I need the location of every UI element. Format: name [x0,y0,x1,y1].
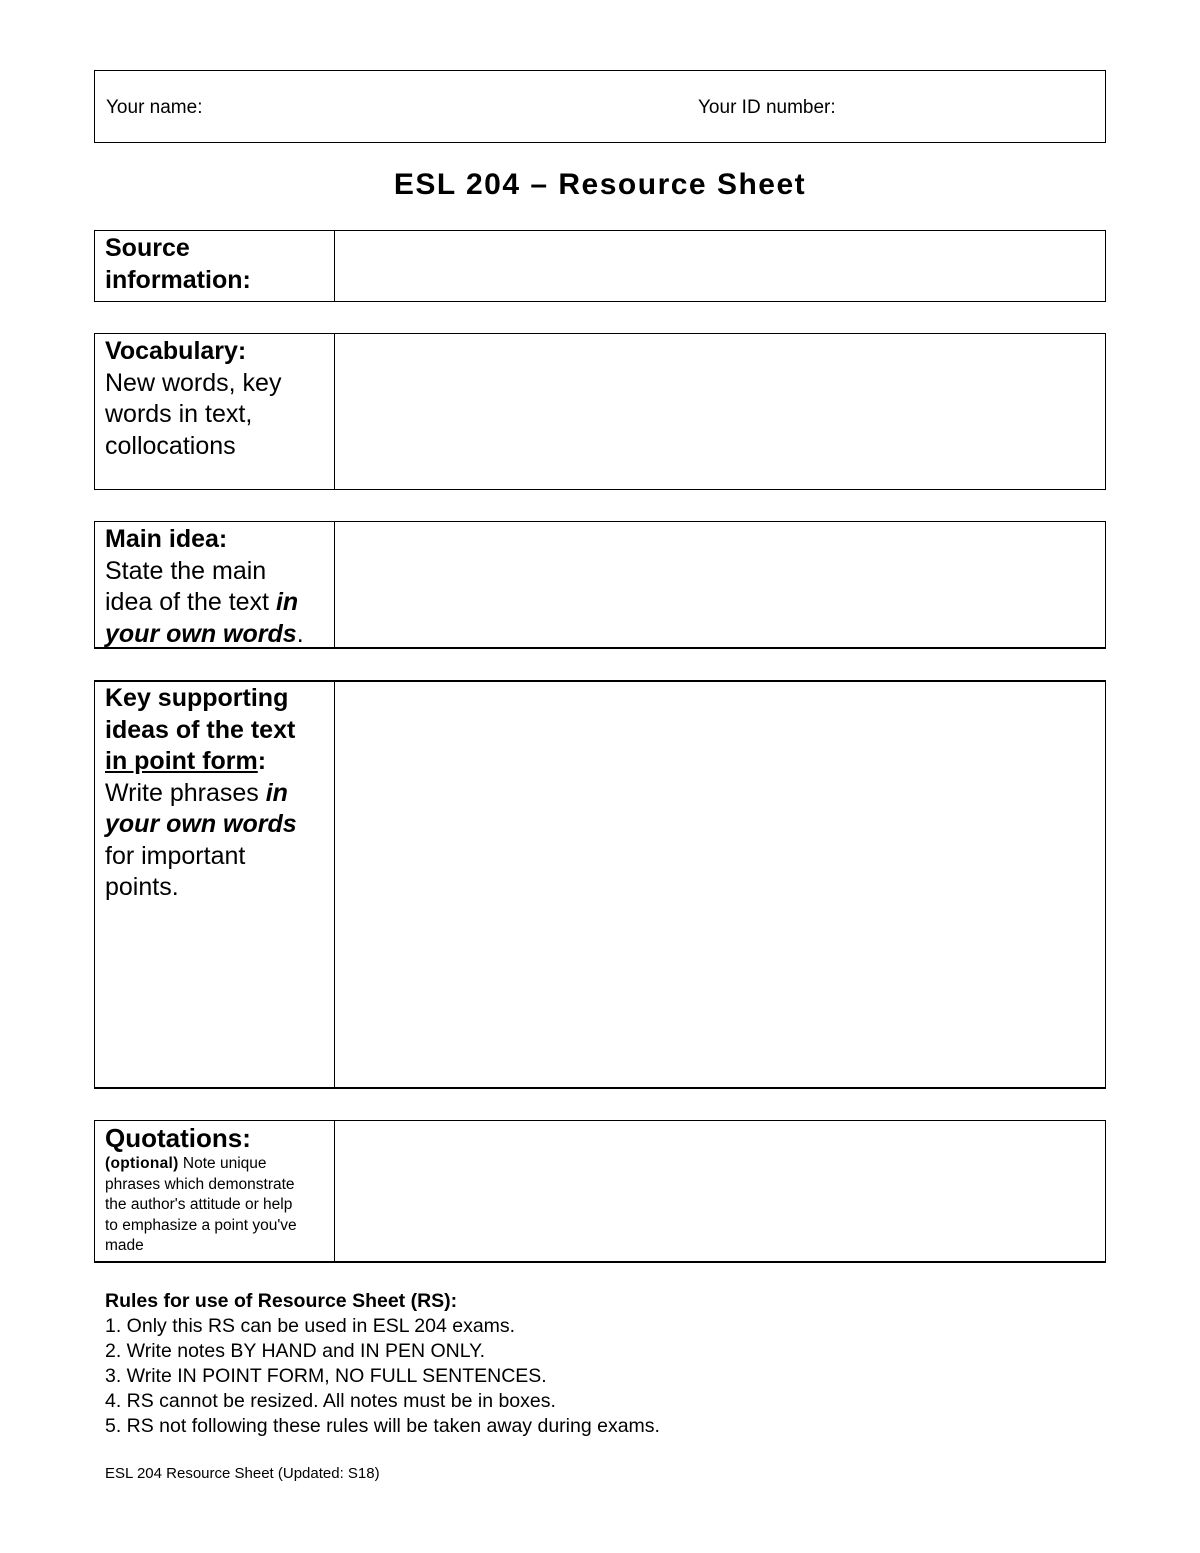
key-supporting-desc-line6: for important [105,841,246,870]
quotations-answer-box[interactable] [335,1121,1105,1261]
main-idea-desc-line2-text: idea of the text [105,588,276,616]
source-label-cell [95,231,335,301]
quotations-desc-line1-text: Note unique [178,1155,267,1172]
source-answer-box[interactable] [335,231,1105,301]
rule-item: 4. RS cannot be resized. All notes must be in boxes. [105,1390,556,1412]
vocabulary-desc-line1: New words, key [105,368,282,397]
main-idea-row [94,521,1106,649]
vocabulary-desc-line3: collocations [105,431,236,460]
key-supporting-label-cell [95,682,335,1087]
student-info-box [94,70,1106,143]
rules-section [105,1289,660,1439]
main-idea-answer-box[interactable] [335,522,1105,647]
key-supporting-heading-line2: ideas of the text [105,715,296,744]
rule-item: 5. RS not following these rules will be taken away during exams. [105,1415,660,1437]
vocabulary-desc-line2: words in text, [105,400,253,428]
main-idea-desc-line1: State the main [105,556,267,585]
key-supporting-desc-line4-text: Write phrases [105,778,266,807]
rules-title: Rules for use of Resource Sheet (RS): [105,1290,458,1312]
quotations-desc-line3: the author's attitude or help [105,1196,293,1213]
quotations-label-cell [95,1121,335,1261]
quotations-row [94,1120,1106,1263]
key-supporting-desc-line7: points. [105,873,179,901]
name-field-label: Your name: [106,97,203,118]
key-supporting-desc-line4 [105,778,324,810]
page-title: ESL 204 – Resource Sheet [393,168,807,201]
key-supporting-heading-colon: : [257,747,267,775]
source-row [94,230,1106,302]
quotations-desc-line1 [105,1154,324,1175]
rule-item: 2. Write notes BY HAND and IN PEN ONLY. [105,1340,486,1362]
vocabulary-row [94,333,1106,490]
vocabulary-label-cell [95,334,335,489]
id-field-label: Your ID number: [698,97,836,118]
quotations-optional-tag: (optional) [105,1155,179,1172]
vocabulary-heading: Vocabulary: [105,337,247,365]
quotations-heading: Quotations: [105,1123,251,1153]
source-heading-line1: Source [105,234,190,262]
key-supporting-row [94,680,1106,1089]
key-supporting-heading-line3 [105,746,324,778]
main-idea-desc-line3 [105,619,324,648]
main-idea-desc-line2 [105,587,324,619]
main-idea-emphasis-in: in [275,588,299,616]
quotations-desc-line5: made [105,1237,144,1254]
key-supporting-emphasis-own-words: your own words [105,810,297,838]
key-supporting-emphasis-in: in [265,778,288,807]
main-idea-period: . [296,619,304,647]
key-supporting-heading-underlined: in point form [105,747,258,775]
main-idea-label-cell [95,522,335,647]
rule-item: 3. Write IN POINT FORM, NO FULL SENTENCES. [105,1365,547,1387]
main-idea-emphasis-own-words: your own words [105,619,297,647]
quotations-desc-line2: phrases which demonstrate [105,1175,295,1193]
quotations-desc-line4: to emphasize a point you've [105,1216,297,1234]
page-footer: ESL 204 Resource Sheet (Updated: S18) [105,1465,380,1482]
rule-item: 1. Only this RS can be used in ESL 204 exams. [105,1315,516,1337]
vocabulary-answer-box[interactable] [335,334,1105,489]
main-idea-heading: Main idea: [105,525,228,553]
source-heading-line2: information: [105,265,251,294]
key-supporting-heading-line1: Key supporting [105,684,289,712]
key-supporting-answer-box[interactable] [335,682,1105,1087]
